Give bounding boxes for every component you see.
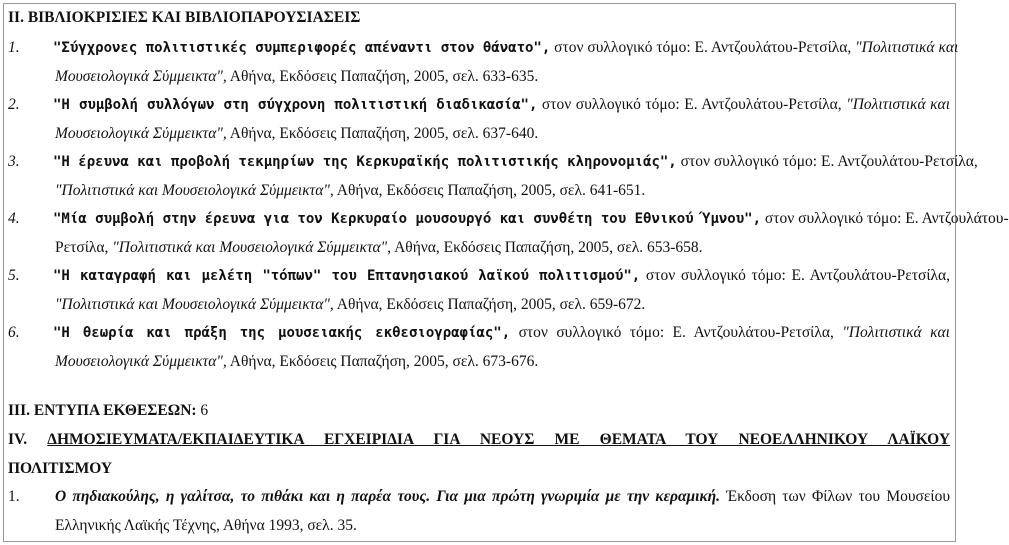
section-count: 6 xyxy=(200,402,209,419)
item-book-title: "Πολιτιστικά και xyxy=(842,324,950,341)
item-title: "Η έρευνα και προβολή τεκμηρίων της Κερκυραϊκής πολιτιστικής κληρονομιάς", xyxy=(53,154,677,170)
item-publisher: Έκδοση των Φίλων του Μουσείου xyxy=(726,488,951,505)
section-title: ΔΗΜΟΣΙΕΥΜΑΤΑ/ΕΚΠΑΙΔΕΥΤΙΚΑ ΕΓΧΕΙΡΙΔΙΑ ΓΙΑ ΝΕΟΥΣ ΜΕ ΘΕΜΑΤΑ ΤΟΥ ΝΕΟΕΛΛΗΝΙΚΟΥ ΛΑΪΚΟΥ xyxy=(47,431,951,448)
list-item xyxy=(8,90,950,148)
list-item xyxy=(8,261,950,319)
item-editor-cont: Ρετσίλα, xyxy=(55,239,109,256)
section-heading-exhibition-prints xyxy=(8,402,208,420)
item-source: στον συλλογικό τόμο: Ε. Αντζουλάτου-Ρετσίλα, xyxy=(554,39,852,56)
item-book-title: "Πολιτιστικά και Μουσειολογικά Σύμμεικτα", xyxy=(55,296,334,313)
item-book-title: "Πολιτιστικά και xyxy=(855,39,959,56)
list-item xyxy=(8,33,959,91)
item-publication: Αθήνα, Εκδόσεις Παπαζήση, 2005, σελ. 641-651. xyxy=(336,182,646,199)
section-title-cont: ΠΟΛΙΤΙΣΜΟΥ xyxy=(8,460,113,477)
item-number: 2. xyxy=(8,96,20,113)
item-book-title: "Πολιτιστικά και Μουσειολογικά Σύμμεικτα", xyxy=(55,182,334,199)
item-source: στον συλλογικό τόμο: Ε. Αντζουλάτου- xyxy=(764,210,1009,227)
item-source: στον συλλογικό τόμο: Ε. Αντζουλάτου-Ρετσίλα, xyxy=(541,96,842,113)
item-source: στον συλλογικό τόμο: Ε. Αντζουλάτου-Ρετσίλα, xyxy=(680,153,978,170)
list-item xyxy=(8,318,950,376)
item-title: "Μία συμβολή στην έρευνα για τον Κερκυραίο μουσουργό και συνθέτη του Εθνικού Ύμνου", xyxy=(53,211,762,227)
item-number: 3. xyxy=(8,153,20,170)
section-title: ΙΙΙ. ΕΝΤΥΠΑ ΕΚΘΕΣΕΩΝ: xyxy=(8,402,197,419)
section-heading-reviews: ΙΙ. ΒΙΒΛΙΟΚΡΙΣΙΕΣ ΚΑΙ ΒΙΒΛΙΟΠΑΡΟΥΣΙΑΣΕΙΣ xyxy=(8,9,361,26)
item-title: "Η θεωρία και πράξη της μουσειακής εκθεσιογραφίας", xyxy=(53,325,511,341)
item-publication: Αθήνα, Εκδόσεις Παπαζήση, 2005, σελ. 653-658. xyxy=(394,239,703,256)
item-publication: Αθήνα, Εκδόσεις Παπαζήση, 2005, σελ. 673-676. xyxy=(229,353,539,370)
item-book-title-cont: Μουσειολογικά Σύμμεικτα", xyxy=(55,68,227,85)
item-title: Ο πηδιακούλης, η γαλίτσα, το πιθάκι και η παρέα τους. Για μια πρώτη γνωριμία με την κεραμική. xyxy=(55,488,721,505)
item-number: 1. xyxy=(8,488,20,505)
item-publication: Αθήνα, Εκδόσεις Παπαζήση, 2005, σελ. 633-635. xyxy=(229,68,539,85)
section-prefix: ΙV. xyxy=(8,431,28,448)
item-number: 4. xyxy=(8,210,20,227)
item-title: "Η συμβολή συλλόγων στη σύγχρονη πολιτιστική διαδικασία", xyxy=(53,97,538,113)
item-number: 5. xyxy=(8,267,20,284)
item-title: "Σύγχρονες πολιτιστικές συμπεριφορές απέναντι στον θάνατο", xyxy=(53,40,551,56)
list-item xyxy=(8,204,1009,262)
list-item xyxy=(8,147,978,205)
item-publication: Αθήνα, Εκδόσεις Παπαζήση, 2005, σελ. 659-672. xyxy=(336,296,646,313)
item-source: στον συλλογικό τόμο: Ε. Αντζουλάτου-Ρετσίλα, xyxy=(518,324,834,341)
item-book-title: "Πολιτιστικά και Μουσειολογικά Σύμμεικτα", xyxy=(112,239,392,256)
list-item xyxy=(8,482,950,540)
item-source: στον συλλογικό τόμο: Ε. Αντζουλάτου-Ρετσίλα, xyxy=(645,267,951,284)
item-book-title-cont: Μουσειολογικά Σύμμεικτα", xyxy=(55,353,227,370)
item-number: 6. xyxy=(8,324,20,341)
item-publication: Αθήνα, Εκδόσεις Παπαζήση, 2005, σελ. 637-640. xyxy=(229,125,539,142)
item-title: "Η καταγραφή και μελέτη "τόπων" του Επτανησιακού λαϊκού πολιτισμού", xyxy=(53,268,641,284)
item-publication: Ελληνικής Λαϊκής Τέχνης, Αθήνα 1993, σελ. 35. xyxy=(55,517,357,534)
item-number: 1. xyxy=(8,39,20,56)
item-book-title: "Πολιτιστικά και xyxy=(846,96,950,113)
section-heading-publications xyxy=(8,425,950,483)
item-book-title-cont: Μουσειολογικά Σύμμεικτα", xyxy=(55,125,227,142)
